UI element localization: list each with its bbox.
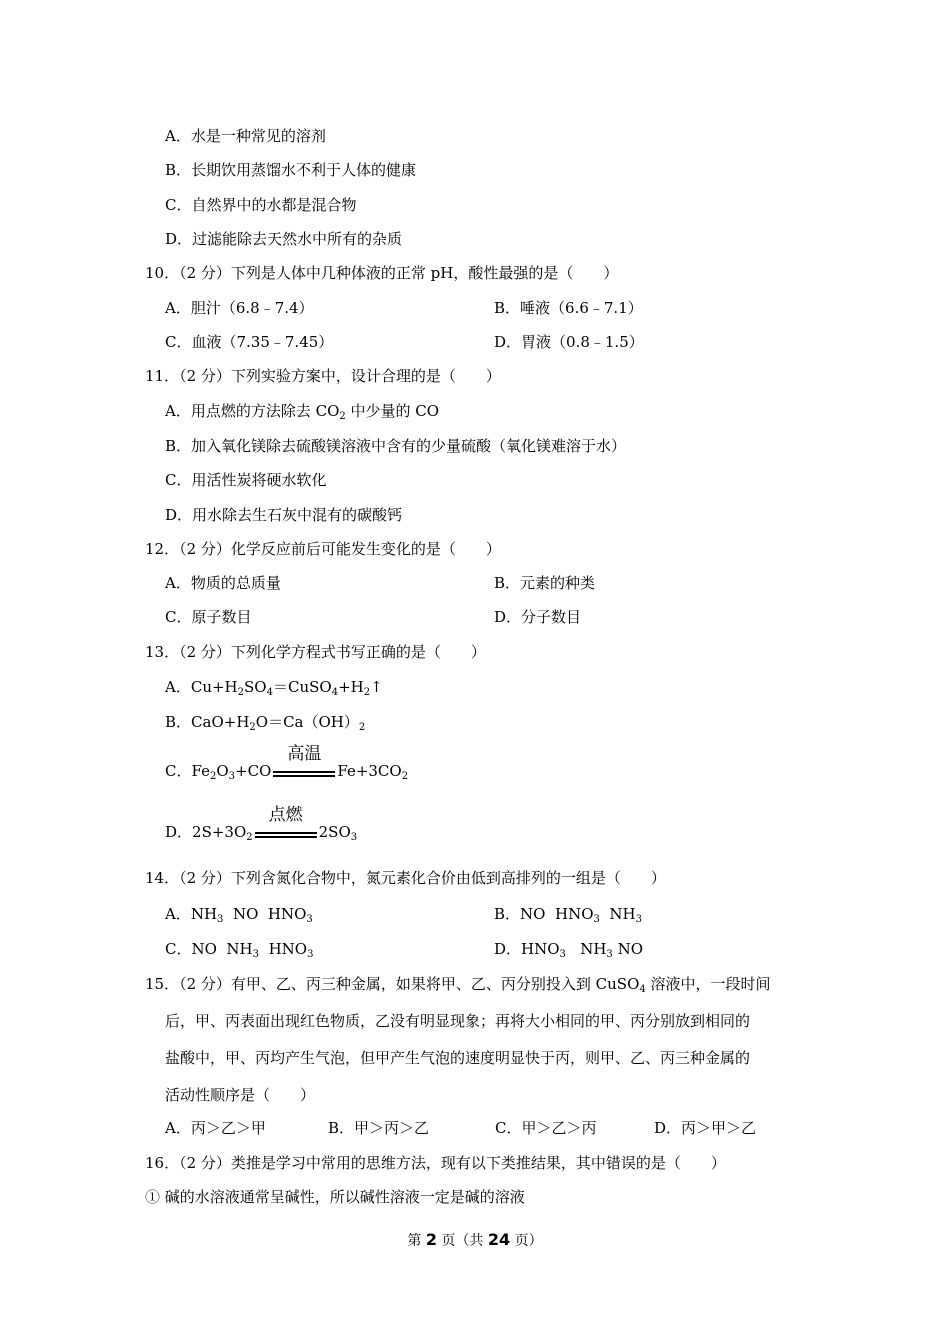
q15-option-b: B．甲＞丙＞乙 xyxy=(328,1119,430,1137)
page-total: 24 xyxy=(487,1230,511,1249)
q13-stem: 13．（2 分）下列化学方程式书写正确的是（ ） xyxy=(145,643,486,661)
q15-stem-line3: 盐酸中，甲、丙均产生气泡，但甲产生气泡的速度明显快于丙，则甲、乙、丙三种金属的 xyxy=(165,1049,751,1067)
reaction-condition-ignite: 点燃 xyxy=(253,823,319,843)
q15-option-d: D．丙＞甲＞乙 xyxy=(654,1119,757,1137)
q12-option-b: B．元素的种类 xyxy=(494,574,596,592)
q9-option-d: D．过滤能除去天然水中所有的杂质 xyxy=(165,230,403,248)
q12-stem: 12．（2 分）化学反应前后可能发生变化的是（ ） xyxy=(145,540,501,558)
q10-option-b: B．唾液（6.6﹣7.1） xyxy=(494,299,643,317)
q13-option-d: D．$2S+3O_2$ 点燃 $2SO_3$ xyxy=(165,805,358,843)
q15-option-c: C．甲＞乙＞丙 xyxy=(495,1119,597,1137)
q12-option-d: D．分子数目 xyxy=(494,608,582,626)
q9-option-a: A．水是一种常见的溶剂 xyxy=(165,127,326,145)
q9-option-b: B．长期饮用蒸馏水不利于人体的健康 xyxy=(165,161,417,179)
q12-option-c: C．原子数目 xyxy=(165,608,252,626)
q11-option-a: A．用点燃的方法除去 $CO_2$ 中少量的 CO xyxy=(165,402,440,422)
q11-option-c: C．用活性炭将硬水软化 xyxy=(165,471,327,489)
reaction-condition-high-temp: 高温 xyxy=(271,762,337,782)
q15-stem-line2: 后，甲、丙表面出现红色物质，乙没有明显现象；再将大小相同的甲、丙分别放到相同的 xyxy=(165,1012,751,1030)
q10-option-a: A．胆汁（6.8﹣7.4） xyxy=(165,299,314,317)
q13-option-b: B．$CaO+H_2O=Ca(OH)_2$ xyxy=(165,713,366,733)
q12-option-a: A．物质的总质量 xyxy=(165,574,281,592)
q10-stem: 10．（2 分）下列是人体中几种体液的正常 pH，酸性最强的是（ ） xyxy=(145,264,619,282)
q15-option-a: A．丙＞乙＞甲 xyxy=(165,1119,266,1137)
q14-option-c: C．NO $NH_3$ $HNO_3$ xyxy=(165,940,314,960)
q15-stem-line4: 活动性顺序是（ ） xyxy=(165,1086,316,1104)
q15-stem-line1: 15．（2 分）有甲、乙、丙三种金属，如果将甲、乙、丙分别投入到 CuSO$_4$ 溶液中，一段时间 xyxy=(145,975,771,995)
q11-option-b: B．加入氧化镁除去硫酸镁溶液中含有的少量硫酸（氧化镁难溶于水） xyxy=(165,437,627,455)
q13-option-c: C．$Fe_2O_3+CO$ 高温 $Fe+3CO_2$ xyxy=(165,744,409,782)
q14-stem: 14．（2 分）下列含氮化合物中，氮元素化合价由低到高排列的一组是（ ） xyxy=(145,869,666,887)
q16-item-1: ① 碱的水溶液通常呈碱性，所以碱性溶液一定是碱的溶液 xyxy=(145,1188,525,1206)
q11-option-d: D．用水除去生石灰中混有的碳酸钙 xyxy=(165,506,403,524)
q9-option-c: C．自然界中的水都是混合物 xyxy=(165,196,357,214)
q16-stem: 16．（2 分）类推是学习中常用的思维方法，现有以下类推结果，其中错误的是（ ） xyxy=(145,1154,726,1172)
q10-option-c: C．血液（7.35﹣7.45） xyxy=(165,333,334,351)
q11-stem: 11．（2 分）下列实验方案中，设计合理的是（ ） xyxy=(145,367,501,385)
q13-option-a: A．$Cu+H_2SO_4=CuSO_4+H_2↑$ xyxy=(165,678,383,698)
q14-option-a: A．$NH_3$ NO $HNO_3$ xyxy=(165,905,313,925)
q10-option-d: D．胃液（0.8﹣1.5） xyxy=(494,333,644,351)
page-number: 2 xyxy=(425,1230,437,1249)
page-footer: 第 2 页（共 24 页） xyxy=(407,1230,543,1249)
q14-option-b: B．NO $HNO_3$ $NH_3$ xyxy=(494,905,642,925)
q14-option-d: D．$HNO_3$ $NH_3$ NO xyxy=(494,940,643,960)
